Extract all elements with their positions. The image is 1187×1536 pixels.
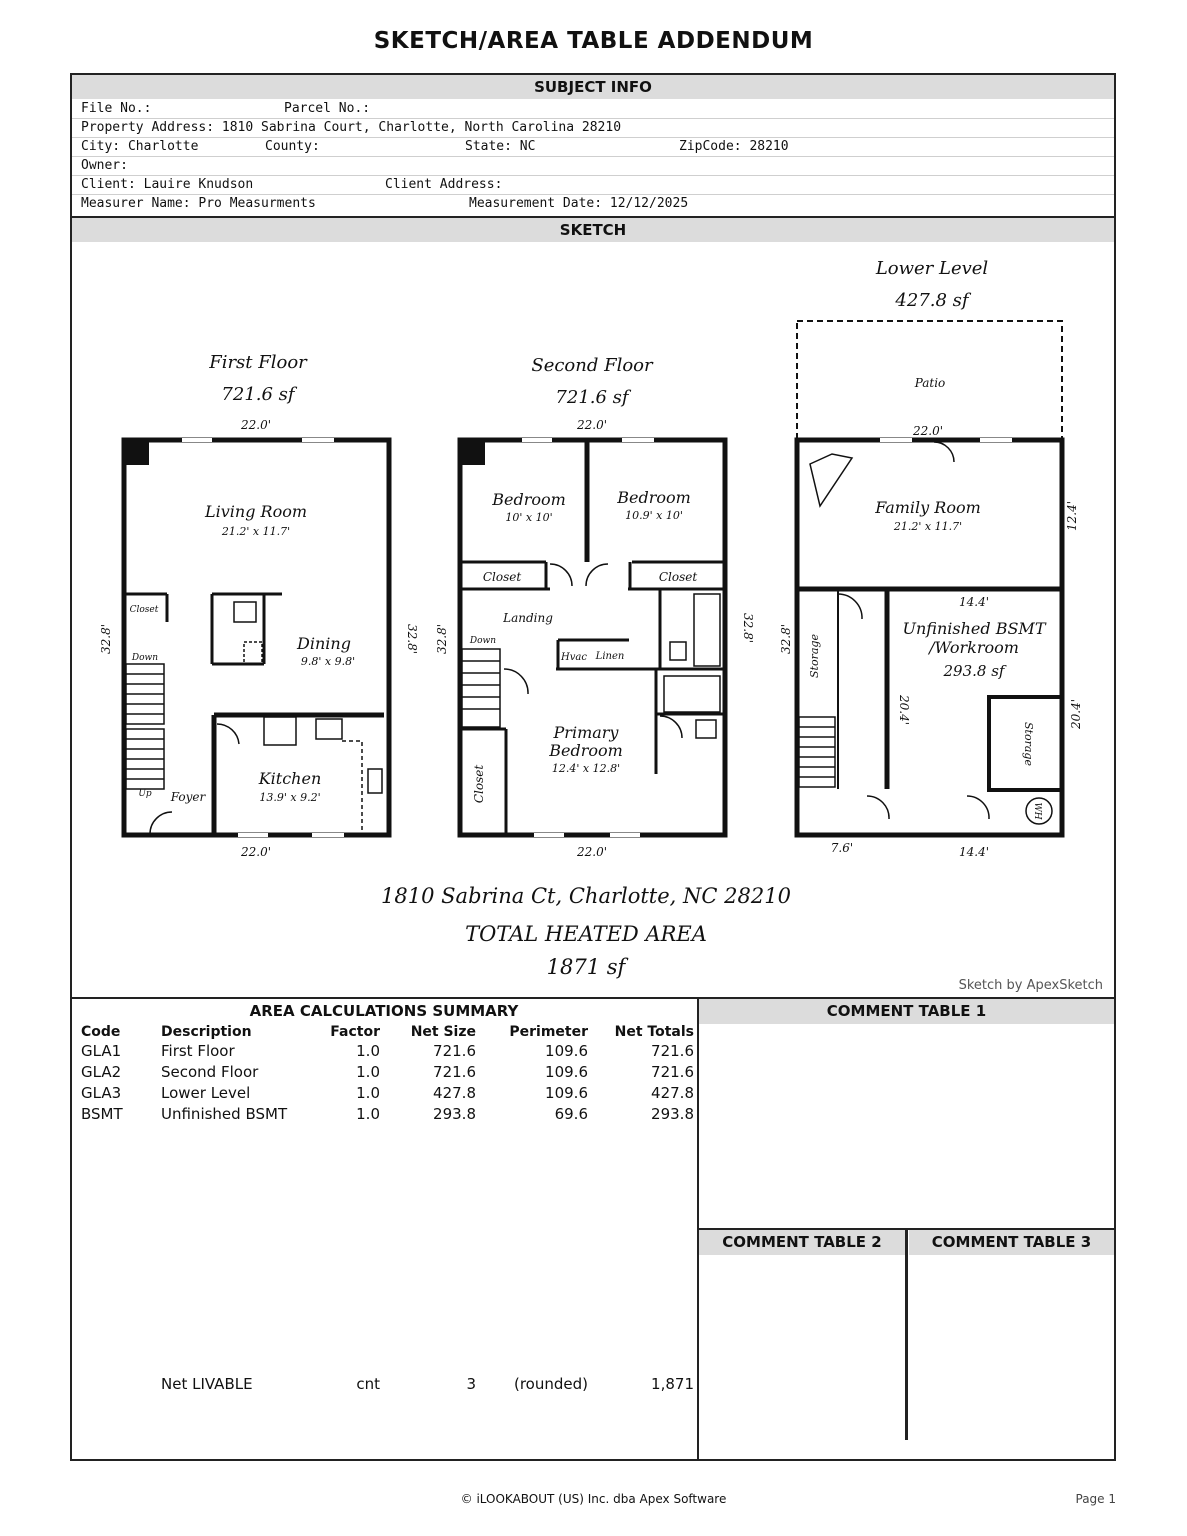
- table-row: [81, 1042, 121, 1060]
- lower-right-top-dim: 12.4': [1065, 500, 1079, 532]
- row-description: Lower Level: [161, 1084, 251, 1102]
- row-net-size: 721.6: [433, 1063, 476, 1081]
- dining-label: Dining: [297, 634, 351, 653]
- table-row: [390, 1042, 476, 1060]
- first-left-dim: 32.8': [99, 623, 113, 655]
- sketch-credit: Sketch by ApexSketch: [958, 978, 1103, 993]
- table-row: [490, 1084, 588, 1102]
- row-code: BSMT: [81, 1105, 123, 1123]
- row-code: GLA1: [81, 1042, 122, 1060]
- bsmt-area-label: 293.8 sf: [943, 662, 1005, 680]
- row-factor: 1.0: [356, 1063, 380, 1081]
- state-field: State: NC: [465, 139, 536, 154]
- bsmt-top-dim: 14.4': [958, 595, 990, 609]
- bsmt-label-1: Unfinished BSMT: [902, 619, 1046, 638]
- total-heated-area: 1871 sf: [546, 955, 626, 979]
- landing-label: Landing: [503, 611, 553, 625]
- sketch-header: SKETCH: [72, 218, 1114, 242]
- total-heated-label: TOTAL HEATED AREA: [465, 922, 707, 946]
- living-room-dim: 21.2' x 11.7': [221, 525, 291, 538]
- table-row: [161, 1084, 250, 1102]
- row-factor: 1.0: [356, 1105, 380, 1123]
- table-row: [600, 1042, 694, 1060]
- footer-page: Page 1: [1075, 1492, 1116, 1506]
- row-net-totals: 427.8: [651, 1084, 694, 1102]
- row-description: Second Floor: [161, 1063, 259, 1081]
- row-net-size: 721.6: [433, 1042, 476, 1060]
- second-left-dim: 32.8': [435, 623, 449, 655]
- down2-label: Down: [469, 636, 497, 646]
- second-floor-corner-block: [460, 440, 485, 465]
- owner-field: Owner:: [81, 158, 128, 173]
- col-net-totals: Net Totals: [614, 1024, 694, 1040]
- comment-table-3-header: COMMENT TABLE 3: [909, 1230, 1114, 1255]
- table-row: [81, 1063, 121, 1081]
- col-description: Description: [161, 1024, 252, 1040]
- patio-label: Patio: [914, 376, 946, 390]
- row-net-totals: 293.8: [651, 1105, 694, 1123]
- row-net-size: 427.8: [433, 1084, 476, 1102]
- row-perimeter: 109.6: [545, 1042, 588, 1060]
- page-title: SKETCH/AREA TABLE ADDENDUM: [373, 28, 814, 54]
- bsmt-left-dim: 20.4': [897, 694, 911, 726]
- table-row: [161, 1042, 235, 1060]
- row-net-size: 293.8: [433, 1105, 476, 1123]
- comment-2-3-divider: [905, 1230, 908, 1440]
- primary-bedroom-label-1: Primary: [553, 723, 619, 742]
- family-room-dim: 21.2' x 11.7': [893, 520, 963, 533]
- first-floor-title: First Floor: [209, 352, 307, 373]
- bedroom1-dim: 10' x 10': [505, 511, 553, 524]
- county-field: County:: [265, 139, 320, 154]
- table-row: [390, 1063, 476, 1081]
- living-room-label: Living Room: [204, 502, 308, 521]
- net-livable-description: Net LIVABLE: [161, 1375, 253, 1393]
- kitchen-dim: 13.9' x 9.2': [259, 791, 321, 804]
- down-label: Down: [131, 653, 159, 663]
- first-right-dim: 32.8': [405, 623, 419, 655]
- second-bottom-dim: 22.0': [576, 845, 608, 859]
- col-factor: Factor: [330, 1024, 380, 1040]
- first-bottom-dim: 22.0': [240, 845, 272, 859]
- foyer-label: Foyer: [170, 790, 206, 804]
- table-row: [490, 1105, 588, 1123]
- closet-b-label: Closet: [658, 570, 698, 584]
- measurement-date-field: Measurement Date: 12/12/2025: [469, 196, 689, 211]
- first-floor-area: 721.6 sf: [221, 384, 295, 405]
- second-floor-area: 721.6 sf: [555, 387, 629, 408]
- row-perimeter: 69.6: [554, 1105, 588, 1123]
- subject-info-header: SUBJECT INFO: [72, 75, 1114, 99]
- second-floor-title: Second Floor: [531, 355, 653, 376]
- col-net-size: Net Size: [410, 1024, 476, 1040]
- subject-row-1: [72, 99, 1114, 119]
- row-factor: 1.0: [356, 1084, 380, 1102]
- col-perimeter: Perimeter: [509, 1024, 588, 1040]
- table-row: [490, 1042, 588, 1060]
- net-livable-factor: cnt: [356, 1375, 380, 1393]
- table-row: [600, 1063, 694, 1081]
- family-room-label: Family Room: [875, 498, 981, 517]
- table-row: [600, 1084, 694, 1102]
- row-net-totals: 721.6: [651, 1063, 694, 1081]
- first-floor-corner-block: [124, 440, 149, 465]
- client-address-field: Client Address:: [385, 177, 503, 192]
- floor-plan-drawing: [72, 244, 1114, 998]
- kitchen-label: Kitchen: [258, 769, 322, 788]
- bsmt-right-dim: 20.4': [1069, 698, 1083, 730]
- lower-level-area: 427.8 sf: [895, 290, 969, 311]
- table-row: [81, 1105, 123, 1123]
- measurer-field: Measurer Name: Pro Measurments: [81, 196, 316, 211]
- table-row: [81, 1084, 121, 1102]
- table-row: [310, 1063, 380, 1081]
- subject-row-5: [72, 175, 1114, 195]
- closet-small-label: Closet: [129, 605, 159, 615]
- bsmt-label-2: /Workroom: [929, 638, 1019, 657]
- client-field: Client: Lauire Knudson: [81, 177, 254, 192]
- footer-copyright: © iLOOKABOUT (US) Inc. dba Apex Software: [460, 1492, 727, 1506]
- storage-a-label: Storage: [808, 634, 821, 678]
- dining-dim: 9.8' x 9.8': [300, 655, 356, 668]
- net-livable-totals: 1,871: [651, 1375, 694, 1393]
- subject-row-3: [72, 137, 1114, 157]
- table-row: [161, 1063, 258, 1081]
- table-row: [390, 1105, 476, 1123]
- row-factor: 1.0: [356, 1042, 380, 1060]
- sketch-area: [72, 244, 1114, 998]
- table-row: [490, 1063, 588, 1081]
- lower-bottom-right-dim: 14.4': [958, 845, 990, 859]
- parcel-no-field: Parcel No.:: [284, 101, 371, 116]
- col-code: Code: [81, 1024, 121, 1040]
- hvac-label: Hvac: [561, 652, 587, 663]
- subject-row-2: [72, 118, 1114, 138]
- primary-bedroom-label-2: Bedroom: [549, 741, 623, 760]
- zipcode-field: ZipCode: 28210: [679, 139, 789, 154]
- primary-bedroom-dim: 12.4' x 12.8': [551, 762, 621, 775]
- comment-table-2-header: COMMENT TABLE 2: [699, 1230, 905, 1255]
- lower-bottom-left-dim: 7.6': [830, 841, 854, 855]
- row-code: GLA2: [81, 1063, 122, 1081]
- second-right-dim: 32.8': [741, 612, 755, 644]
- lower-level-title: Lower Level: [875, 258, 989, 279]
- table-row: [310, 1105, 380, 1123]
- row-perimeter: 109.6: [545, 1063, 588, 1081]
- file-no-field: File No.:: [81, 101, 152, 116]
- net-livable-perimeter: (rounded): [513, 1375, 588, 1393]
- net-livable-size: 3: [466, 1375, 476, 1393]
- table-row: [390, 1084, 476, 1102]
- subject-row-6: [72, 194, 1114, 213]
- up-label: Up: [138, 789, 152, 799]
- row-code: GLA3: [81, 1084, 122, 1102]
- table-row: [310, 1084, 380, 1102]
- table-row: [600, 1105, 694, 1123]
- row-perimeter: 109.6: [545, 1084, 588, 1102]
- city-field: City: Charlotte: [81, 139, 199, 154]
- first-top-dim: 22.0': [240, 418, 272, 432]
- sketch-address: 1810 Sabrina Ct, Charlotte, NC 28210: [381, 884, 791, 908]
- row-description: First Floor: [161, 1042, 235, 1060]
- lower-top-dim: 22.0': [912, 424, 944, 438]
- comment-table-1-header: COMMENT TABLE 1: [699, 999, 1114, 1024]
- table-row: [161, 1105, 287, 1123]
- bedroom1-label: Bedroom: [492, 490, 566, 509]
- table-row: [310, 1042, 380, 1060]
- closet-a-label: Closet: [482, 570, 522, 584]
- second-top-dim: 22.0': [576, 418, 608, 432]
- row-net-totals: 721.6: [651, 1042, 694, 1060]
- wh-label: WH: [1032, 802, 1042, 820]
- row-description: Unfinished BSMT: [161, 1105, 288, 1123]
- subject-row-4: [72, 156, 1114, 176]
- storage-b-label: Storage: [1022, 722, 1035, 766]
- area-calc-header: AREA CALCULATIONS SUMMARY: [249, 1002, 519, 1020]
- lower-left-dim: 32.8': [779, 623, 793, 655]
- linen-label: Linen: [595, 651, 625, 662]
- closet-c-label: Closet: [472, 764, 486, 804]
- property-address-field: Property Address: 1810 Sabrina Court, Charlotte, North Carolina 28210: [81, 120, 622, 135]
- bedroom2-label: Bedroom: [617, 488, 691, 507]
- bedroom2-dim: 10.9' x 10': [625, 509, 683, 522]
